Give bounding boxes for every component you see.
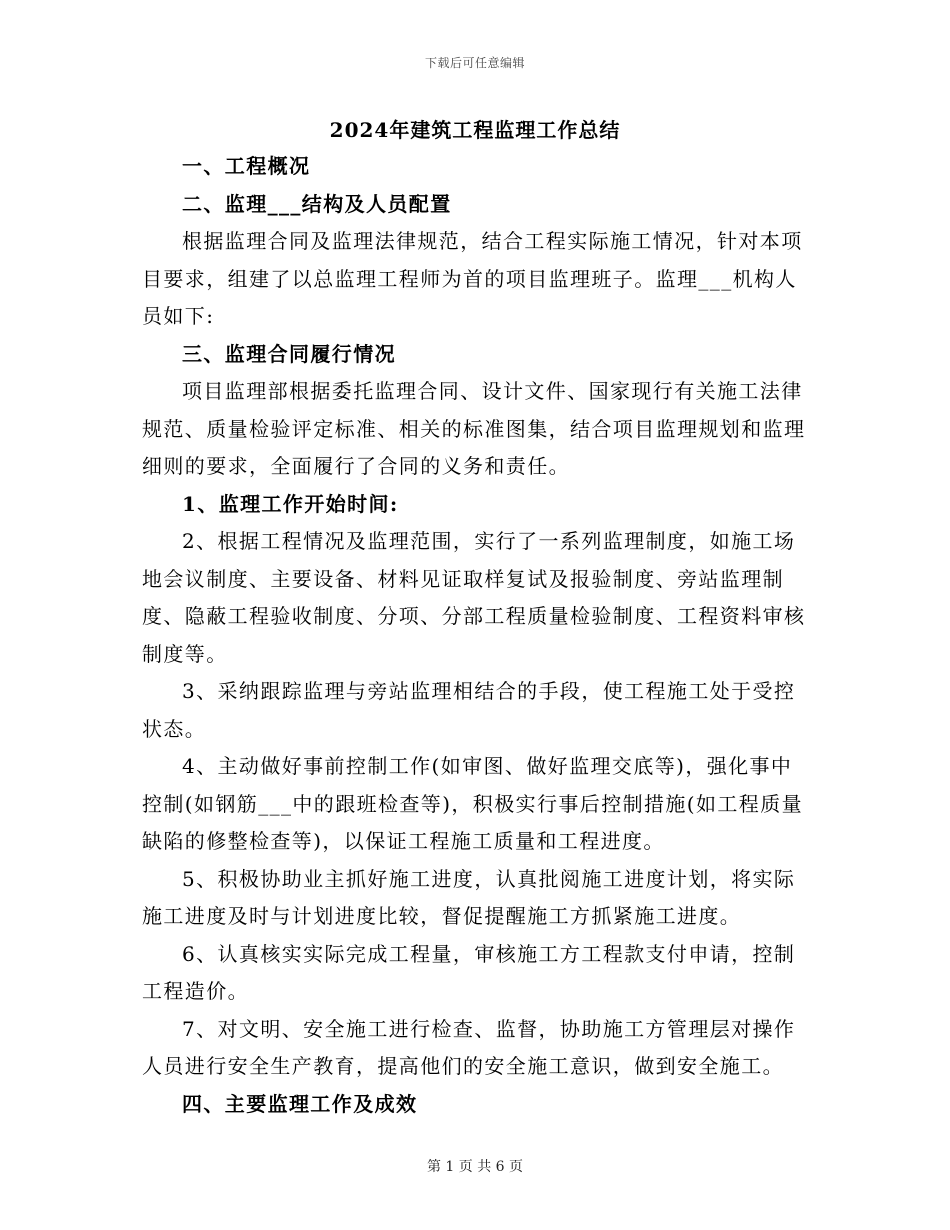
item-heading: 1、监理工作开始时间: bbox=[182, 491, 399, 516]
section-heading: 四、主要监理工作及成效 bbox=[182, 1091, 418, 1116]
section-heading: 三、监理合同履行情况 bbox=[182, 341, 396, 366]
page-number: 第 1 页 共 6 页 bbox=[426, 1159, 524, 1175]
body-paragraph: 根据监理合同及监理法律规范，结合工程实际施工情况，针对本项目要求，组建了以总监理工程师为首的项目监理班子。监理___机构人员如下: bbox=[142, 229, 803, 328]
section-heading: 一、工程概况 bbox=[182, 154, 311, 178]
body-paragraph: 4、主动做好事前控制工作(如审图、做好监理交底等)，强化事中控制(如钢筋___中的跟班检查等)，积极实行事后控制措施(如工程质量缺陷的修整检查等)，以保证工程施工质量和工程进度。 bbox=[142, 754, 804, 853]
page-header-note: 下载后可任意编辑 bbox=[424, 56, 525, 70]
document-title: 2024年建筑工程监理工作总结 bbox=[329, 118, 621, 142]
body-paragraph: 项目监理部根据委托监理合同、设计文件、国家现行有关施工法律规范、质量检验评定标准、相关的标准图集，结合项目监理规划和监理细则的要求，全面履行了合同的义务和责任。 bbox=[142, 379, 806, 478]
section-heading: 二、监理___结构及人员配置 bbox=[182, 191, 452, 216]
body-paragraph: 6、认真核实实际完成工程量，审核施工方工程款支付申请，控制工程造价。 bbox=[142, 941, 796, 1003]
document-body bbox=[142, 148, 808, 1123]
body-paragraph: 3、采纳跟踪监理与旁站监理相结合的手段，使工程施工处于受控状态。 bbox=[142, 679, 796, 741]
body-paragraph: 5、积极协助业主抓好施工进度，认真批阅施工进度计划，将实际施工进度及时与计划进度比较，督促提醒施工方抓紧施工进度。 bbox=[142, 866, 796, 928]
body-paragraph: 7、对文明、安全施工进行检查、监督，协助施工方管理层对操作人员进行安全生产教育，提高他们的安全施工意识，做到安全施工。 bbox=[142, 1016, 796, 1078]
body-paragraph: 2、根据工程情况及监理范围，实行了一系列监理制度，如施工场地会议制度、主要设备、材料见证取样复试及报验制度、旁站监理制度、隐蔽工程验收制度、分项、分部工程质量检验制度、工程资料审核制度等。 bbox=[142, 529, 806, 666]
